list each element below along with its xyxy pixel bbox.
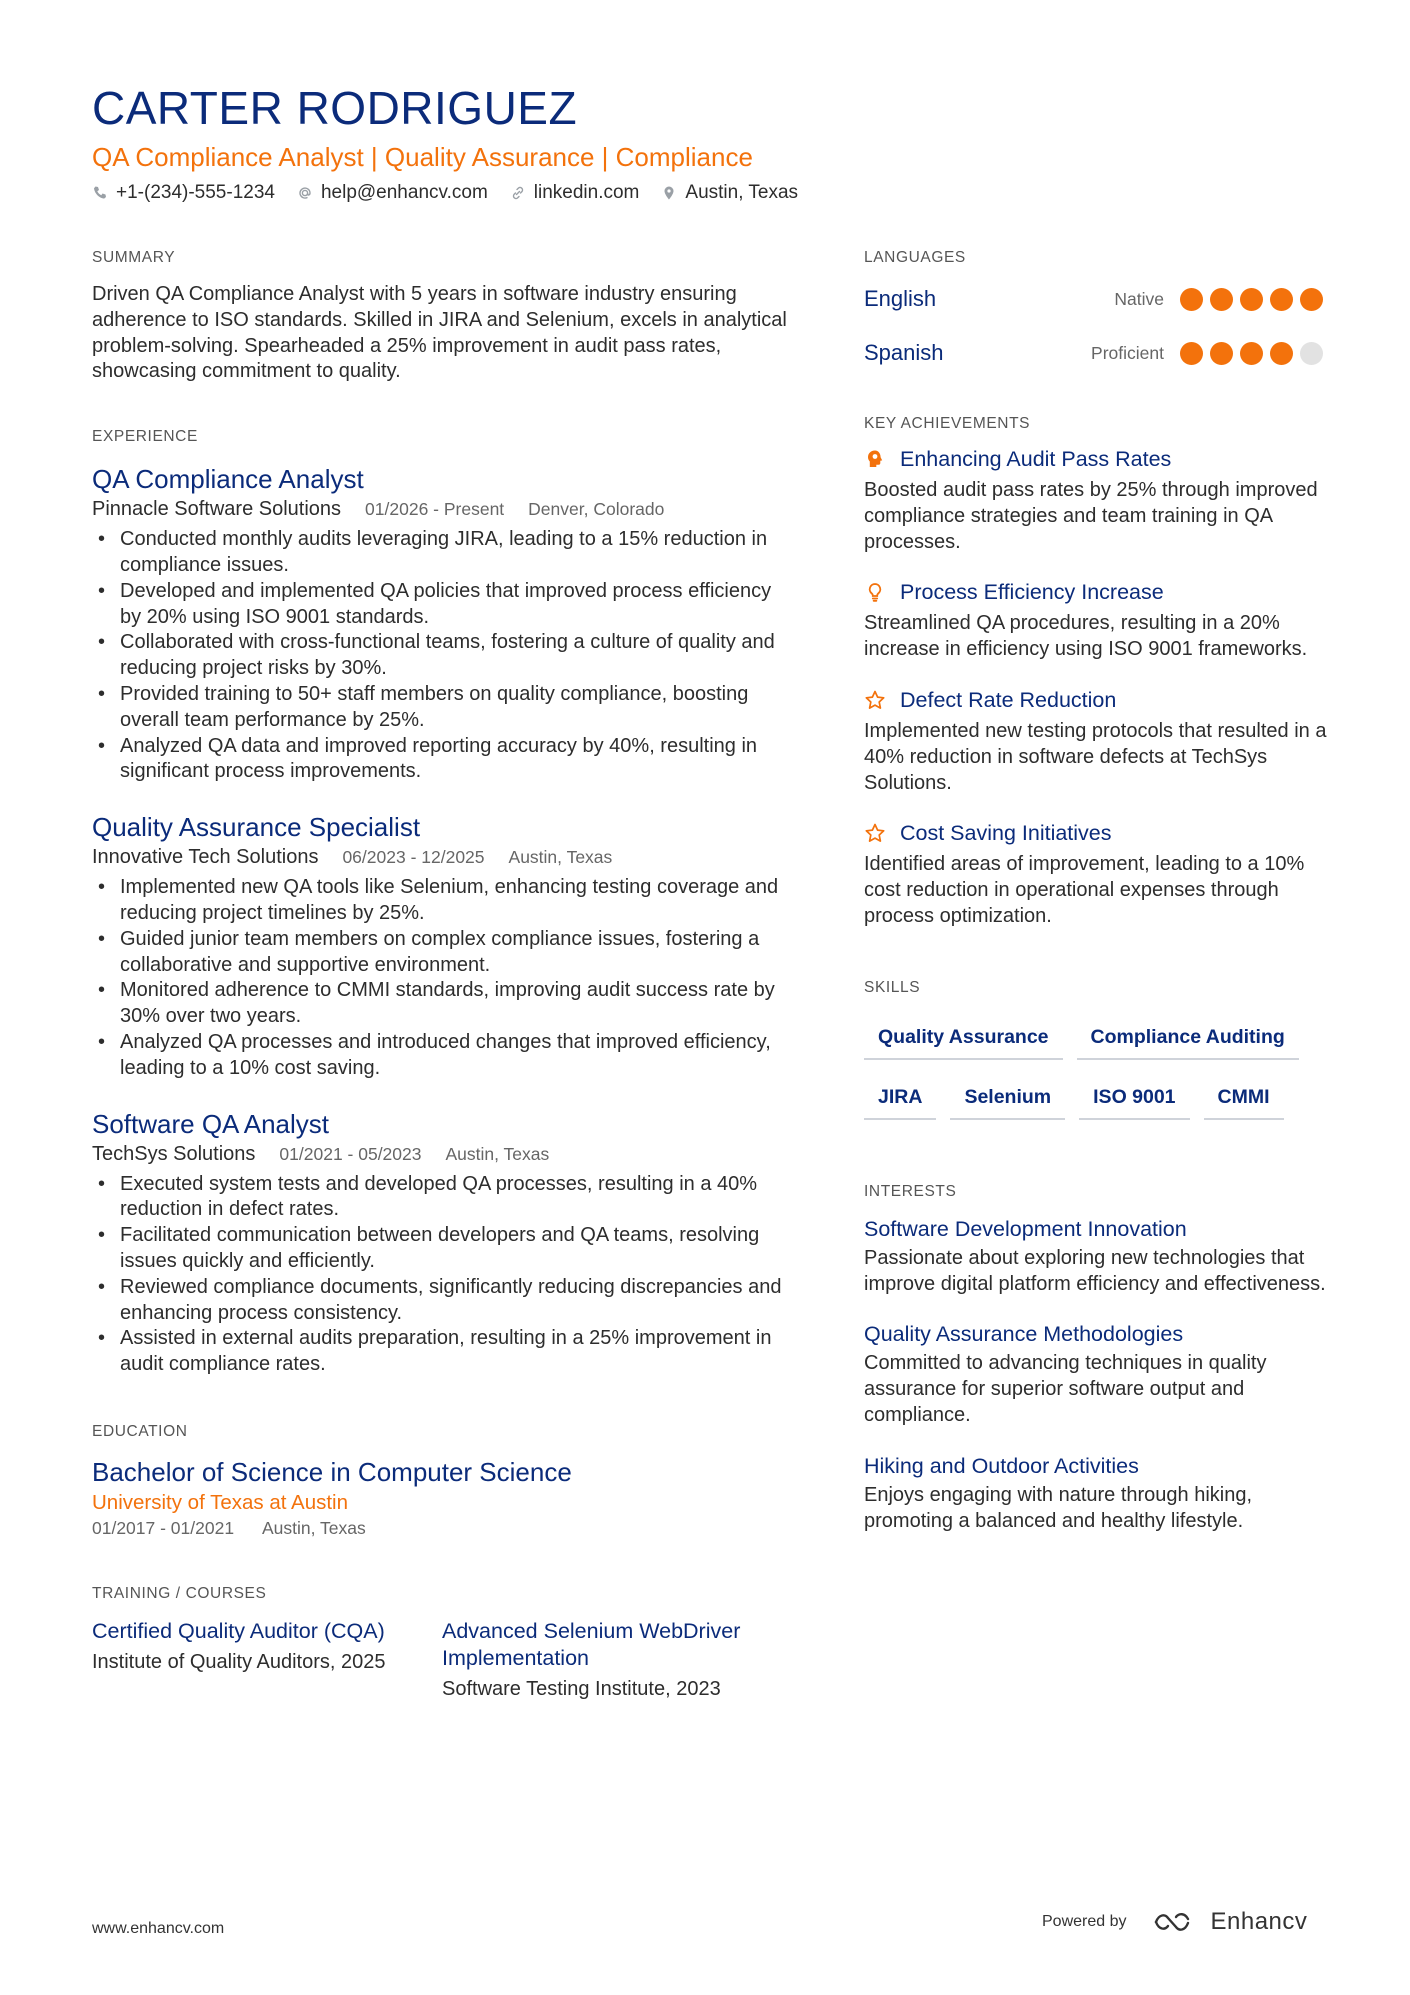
linkedin-text: linkedin.com <box>533 182 640 203</box>
achievement-head <box>864 818 1330 848</box>
location-text: Austin, Texas <box>685 182 799 203</box>
job-entry <box>92 811 792 1081</box>
languages-section <box>864 248 1330 380</box>
job-bullets <box>92 1172 792 1378</box>
rating-dot-filled <box>1270 342 1293 365</box>
language-row <box>864 326 1330 380</box>
training-heading: TRAINING / COURSES <box>92 1584 267 1602</box>
skill-tag: Quality Assurance <box>864 1018 1063 1060</box>
phone-text: +1-(234)-555-1234 <box>116 182 275 203</box>
interest-item <box>864 1451 1330 1535</box>
interest-item <box>864 1214 1330 1298</box>
lightbulb-icon <box>864 581 886 603</box>
language-level: Proficient <box>1091 342 1164 363</box>
job-dates: 01/2021 - 05/2023 <box>279 1143 422 1164</box>
education-degree: Bachelor of Science in Computer Science <box>92 1456 572 1487</box>
email-text: help@enhancv.com <box>320 182 488 203</box>
job-title: QA Compliance Analyst <box>92 464 364 495</box>
skill-tag: Selenium <box>950 1078 1065 1120</box>
job-title: Quality Assurance Specialist <box>92 812 421 843</box>
summary-heading: SUMMARY <box>92 249 176 266</box>
skill-tag: CMMI <box>1204 1078 1284 1120</box>
contact-location <box>661 180 798 206</box>
brand-name: Enhancv <box>1210 1908 1308 1935</box>
achievement-item <box>864 577 1330 663</box>
job-bullet: • Monitored adherence to CMMI standards, improving audit success rate by 30% over two years. <box>92 978 792 1030</box>
education-location: Austin, Texas <box>261 1517 366 1538</box>
contact-phone[interactable] <box>92 180 275 206</box>
job-dates: 01/2026 - Present <box>365 499 505 520</box>
skill-tag: Compliance Auditing <box>1077 1018 1299 1060</box>
languages-heading: LANGUAGES <box>864 249 966 266</box>
job-bullet: • Collaborated with cross-functional teams, fostering a culture of quality and reducing project risks by 30%. <box>92 630 792 682</box>
achievement-title: Process Efficiency Increase <box>900 580 1164 605</box>
education-heading: EDUCATION <box>92 1422 188 1440</box>
achievement-title: Defect Rate Reduction <box>900 687 1117 712</box>
job-meta <box>92 844 792 871</box>
education-section <box>92 1422 792 1540</box>
job-bullets <box>92 527 792 785</box>
head-icon <box>864 448 886 470</box>
achievements-section <box>864 414 1330 930</box>
candidate-name: CARTER RODRIGUEZ <box>92 82 578 134</box>
course-item <box>92 1618 442 1702</box>
job-location: Denver, Colorado <box>528 499 665 520</box>
training-section <box>92 1584 792 1702</box>
course-list <box>92 1618 792 1702</box>
experience-section <box>92 427 792 1378</box>
interests-section <box>864 1182 1330 1535</box>
job-bullet: • Guided junior team members on complex compliance issues, fostering a collaborative and supportive environment. <box>92 927 792 979</box>
interest-text: Committed to advancing techniques in quality assurance for superior software output and compliance. <box>864 1352 1267 1426</box>
job-company: Pinnacle Software Solutions <box>92 498 342 521</box>
interest-title: Software Development Innovation <box>864 1216 1187 1241</box>
rating-dot-filled <box>1180 342 1203 365</box>
brand-logo[interactable] <box>1153 1908 1308 1936</box>
education-meta <box>92 1516 792 1540</box>
experience-heading: EXPERIENCE <box>92 428 198 446</box>
job-dates: 06/2023 - 12/2025 <box>342 847 485 868</box>
link-icon <box>510 185 526 201</box>
right-column <box>864 248 1330 1534</box>
rating-dot-empty <box>1300 342 1323 365</box>
job-location: Austin, Texas <box>508 847 613 868</box>
interest-item <box>864 1319 1330 1428</box>
education-dates: 01/2017 - 01/2021 <box>92 1517 235 1538</box>
job-bullet: • Reviewed compliance documents, significantly reducing discrepancies and enhancing process consistency. <box>92 1275 792 1327</box>
language-row <box>864 272 1330 326</box>
achievement-item <box>864 818 1330 929</box>
job-bullet: • Assisted in external audits preparation, resulting in a 25% improvement in audit compliance rates. <box>92 1326 792 1378</box>
contact-email[interactable] <box>297 180 488 206</box>
job-title: Software QA Analyst <box>92 1108 330 1139</box>
footer-website[interactable]: www.enhancv.com <box>92 1920 225 1937</box>
language-level: Native <box>1114 288 1164 309</box>
interest-text: Passionate about exploring new technologies that improve digital platform efficiency and effectiveness. <box>864 1246 1326 1295</box>
job-bullet: • Implemented new QA tools like Selenium, enhancing testing coverage and reducing project timelines by 25%. <box>92 875 792 927</box>
skill-tag: ISO 9001 <box>1079 1078 1189 1120</box>
language-rating <box>1180 288 1330 311</box>
education-school: University of Texas at Austin <box>92 1490 348 1514</box>
rating-dot-filled <box>1270 288 1293 311</box>
rating-dot-filled <box>1240 342 1263 365</box>
skills-section <box>864 978 1330 1138</box>
enhancv-logo-icon <box>1153 1909 1199 1935</box>
rating-dot-filled <box>1240 288 1263 311</box>
candidate-title: QA Compliance Analyst | Quality Assurance | Compliance <box>92 142 753 172</box>
course-title: Advanced Selenium WebDriver Implementation <box>442 1618 741 1670</box>
job-bullet: • Analyzed QA data and improved reporting accuracy by 40%, resulting in significant process improvements. <box>92 734 792 786</box>
job-bullet: • Conducted monthly audits leveraging JIRA, leading to a 15% reduction in compliance issues. <box>92 527 792 579</box>
achievement-text: Implemented new testing protocols that resulted in a 40% reduction in software defects at TechSys Solutions. <box>864 719 1327 794</box>
course-institution: Software Testing Institute, 2023 <box>442 1677 721 1700</box>
job-bullets <box>92 875 792 1081</box>
skill-tag: JIRA <box>864 1078 936 1120</box>
language-name: Spanish <box>864 340 944 365</box>
footer-branding <box>1042 1908 1307 1936</box>
job-entry <box>92 1108 792 1378</box>
job-meta <box>92 496 792 523</box>
achievement-title: Cost Saving Initiatives <box>900 821 1112 846</box>
contact-bar <box>92 180 820 206</box>
job-company: Innovative Tech Solutions <box>92 846 319 869</box>
achievement-text: Identified areas of improvement, leading to a 10% cost reduction in operational expenses through process optimization. <box>864 853 1305 927</box>
course-item <box>442 1618 792 1702</box>
achievement-head <box>864 444 1330 474</box>
rating-dot-filled <box>1180 288 1203 311</box>
achievement-title: Enhancing Audit Pass Rates <box>900 447 1172 471</box>
summary-text: Driven QA Compliance Analyst with 5 years in software industry ensuring adherence to ISO standards. Skilled in JIRA and Selenium, excels in analytical problem-solving. Spearheaded a 25% improvement in audit pass rates, showcasing commitment to quality. <box>92 283 787 383</box>
rating-dot-filled <box>1300 288 1323 311</box>
interest-title: Hiking and Outdoor Activities <box>864 1453 1139 1478</box>
left-column <box>92 248 792 1702</box>
job-bullet: • Developed and implemented QA policies that improved process efficiency by 20% using ISO 9001 standards. <box>92 579 792 631</box>
job-bullet: • Executed system tests and developed QA processes, resulting in a 40% reduction in defect rates. <box>92 1172 792 1224</box>
job-entry <box>92 463 792 785</box>
achievement-item <box>864 444 1330 555</box>
rating-dot-filled <box>1210 342 1233 365</box>
interest-title: Quality Assurance Methodologies <box>864 1322 1184 1347</box>
star-icon <box>864 689 886 711</box>
job-bullet: • Analyzed QA processes and introduced changes that improved efficiency, leading to a 10% cost saving. <box>92 1030 792 1082</box>
star-icon <box>864 822 886 844</box>
course-title: Certified Quality Auditor (CQA) <box>92 1618 385 1643</box>
achievement-text: Boosted audit pass rates by 25% through improved compliance strategies and team training in QA processes. <box>864 479 1318 553</box>
skills-heading: SKILLS <box>864 978 921 996</box>
job-location: Austin, Texas <box>445 1143 550 1164</box>
summary-section <box>92 248 792 385</box>
at-icon <box>297 185 313 201</box>
achievement-head <box>864 685 1330 715</box>
job-company: TechSys Solutions <box>92 1142 256 1165</box>
achievement-text: Streamlined QA procedures, resulting in a 20% increase in efficiency using ISO 9001 frameworks. <box>864 612 1308 661</box>
job-meta <box>92 1141 792 1168</box>
phone-icon <box>92 185 108 201</box>
interests-heading: INTERESTS <box>864 1182 957 1200</box>
job-bullet: • Provided training to 50+ staff members on quality compliance, boosting overall team performance by 25%. <box>92 682 792 734</box>
location-pin-icon <box>661 185 677 201</box>
language-name: English <box>864 286 937 311</box>
language-rating <box>1180 342 1330 365</box>
achievements-heading: KEY ACHIEVEMENTS <box>864 415 1031 432</box>
interest-text: Enjoys engaging with nature through hiking, promoting a balanced and healthy lifestyle. <box>864 1483 1253 1532</box>
achievement-head <box>864 577 1330 607</box>
course-institution: Institute of Quality Auditors, 2025 <box>92 1650 386 1673</box>
contact-linkedin[interactable] <box>510 180 640 206</box>
skill-list <box>864 1018 1330 1138</box>
achievement-item <box>864 685 1330 796</box>
powered-by-text: Powered by <box>1042 1913 1127 1930</box>
job-bullet: • Facilitated communication between developers and QA teams, resolving issues quickly and efficiently. <box>92 1223 792 1275</box>
rating-dot-filled <box>1210 288 1233 311</box>
